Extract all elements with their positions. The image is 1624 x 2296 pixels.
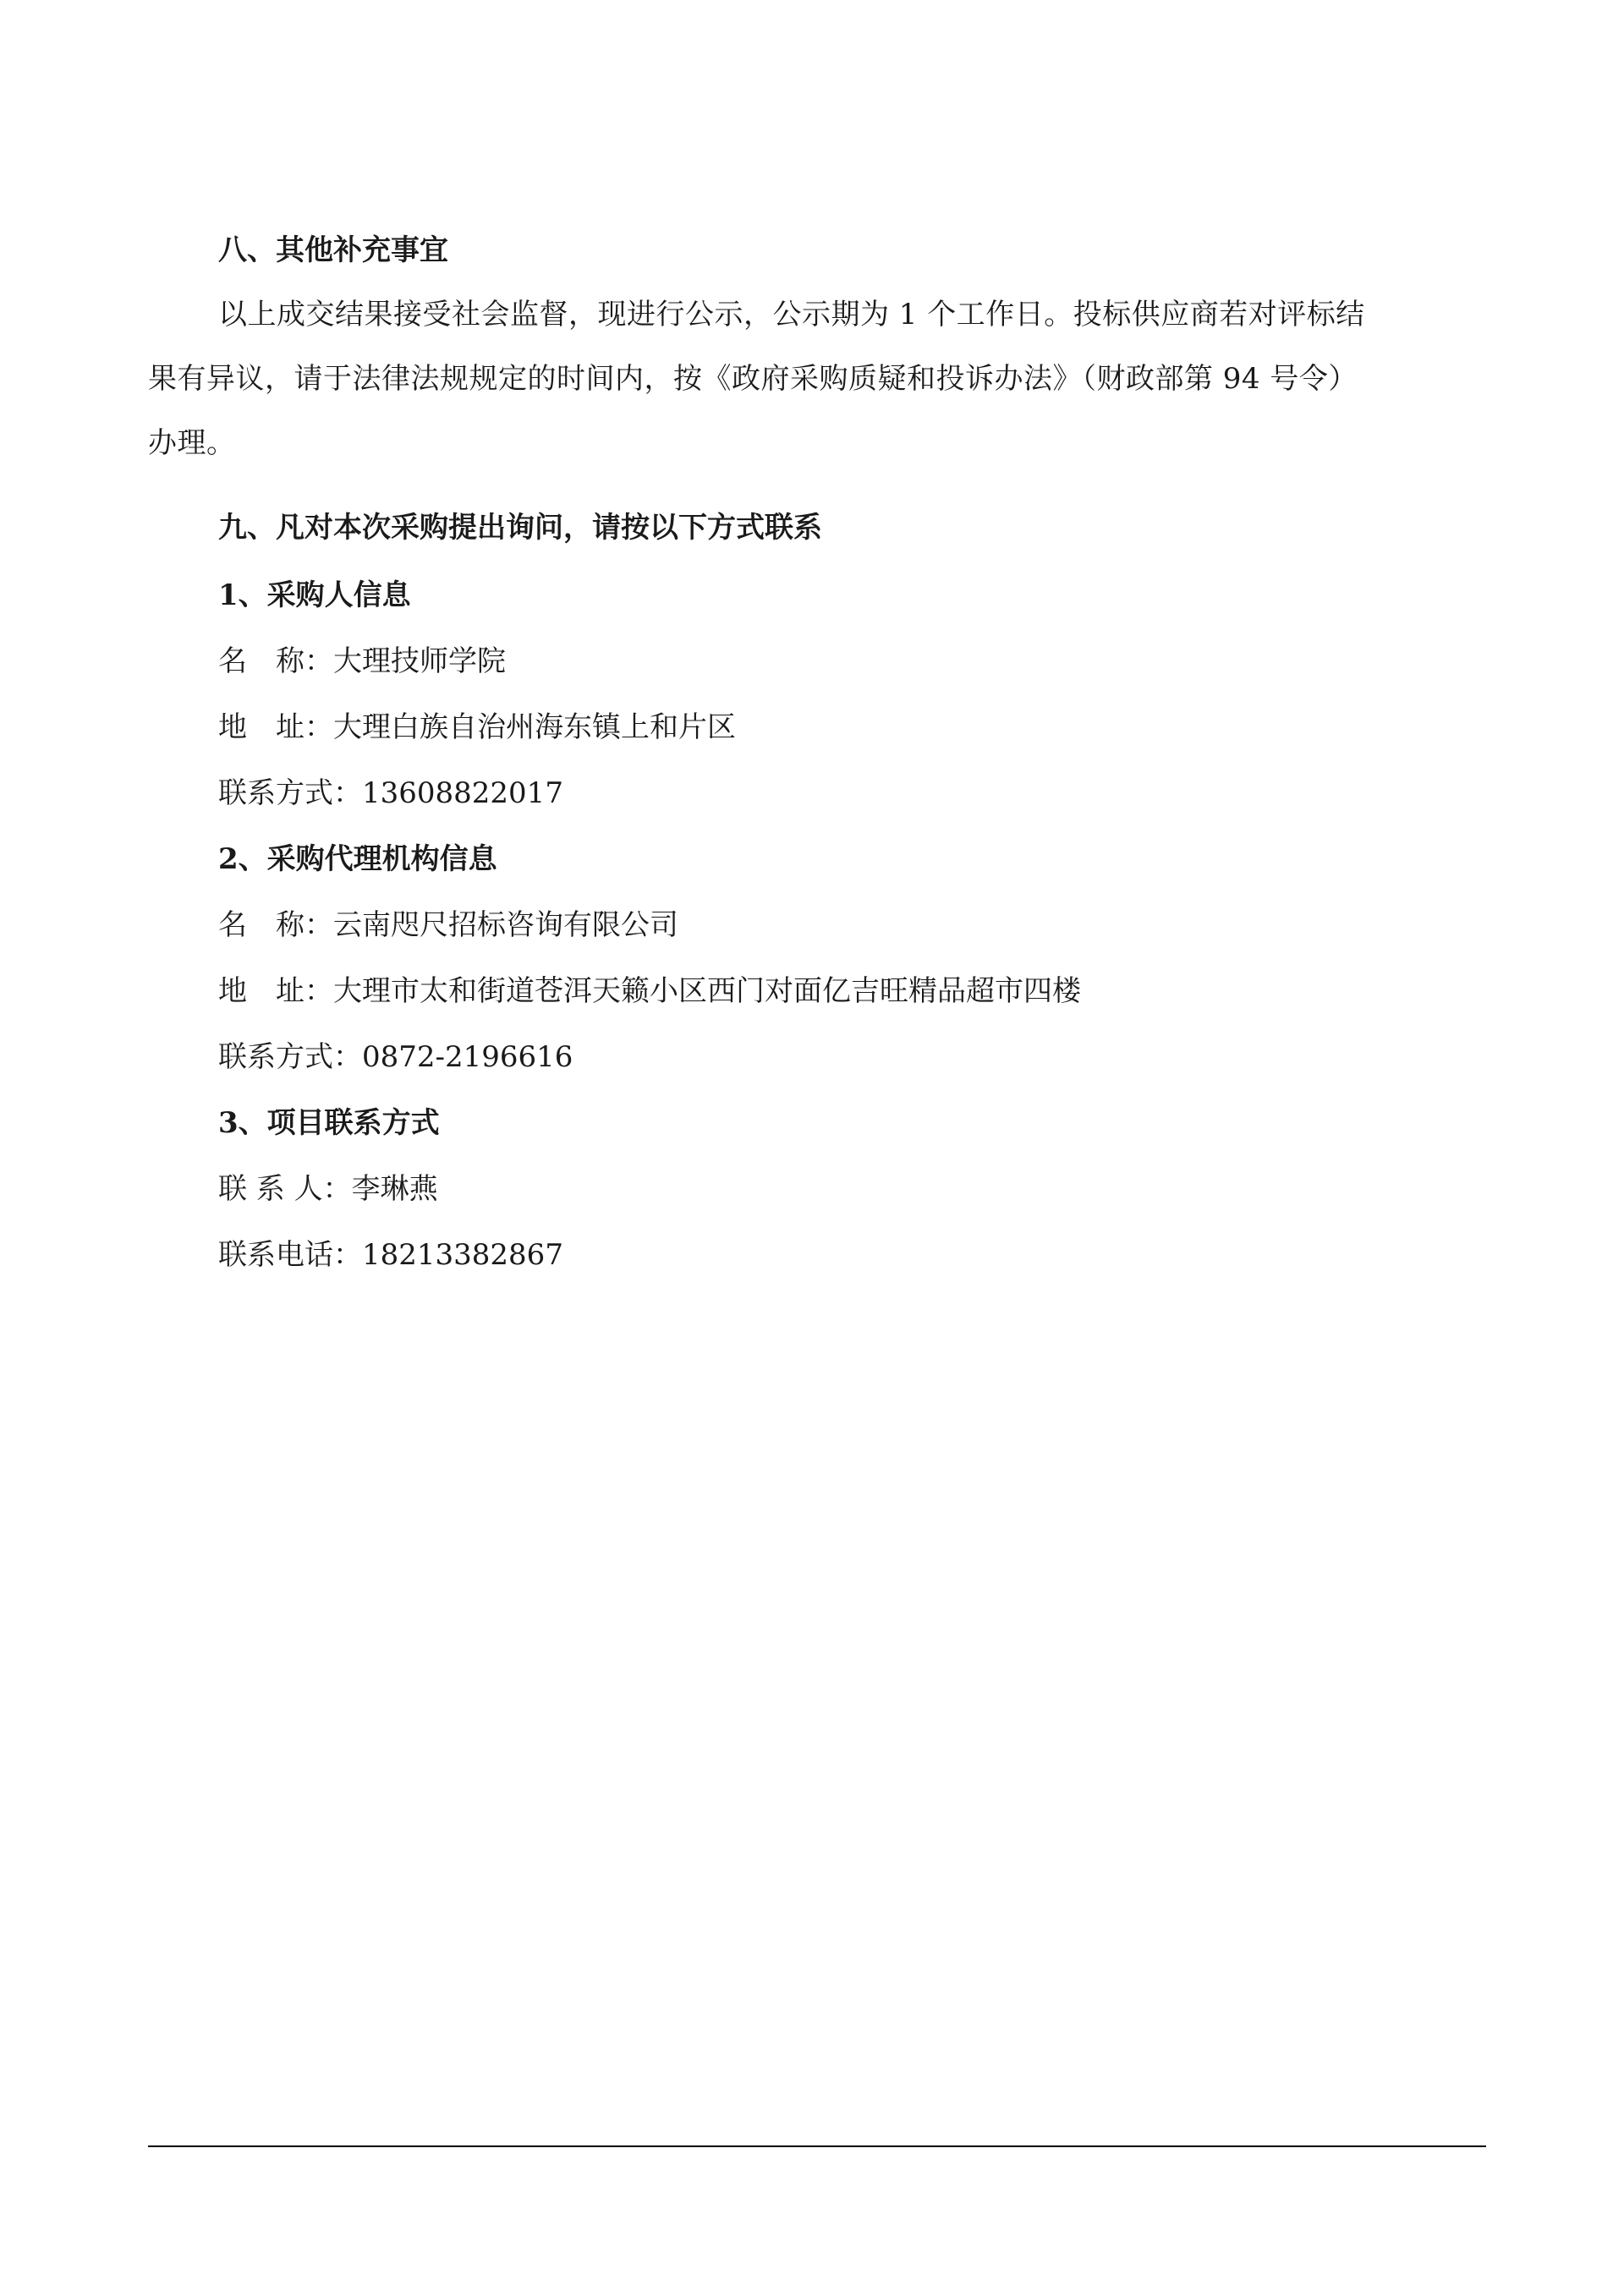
purchaser-name-label: 名 称： — [218, 644, 333, 678]
section-8-heading: 八、其他补充事宜 — [218, 233, 448, 267]
agency-name-value: 云南咫尺招标咨询有限公司 — [333, 908, 678, 942]
project-phone-row — [218, 1238, 563, 1272]
purchaser-name-value: 大理技师学院 — [333, 644, 506, 678]
agency-name-row — [218, 908, 678, 942]
section-8-paragraph-line-2: 果有异议，请于法律法规规定的时间内，按《政府采购质疑和投诉办法》（财政部第 94 号令） — [148, 362, 1358, 396]
project-phone-label: 联系电话： — [218, 1238, 362, 1272]
agency-contact-value: 0872-2196616 — [362, 1040, 573, 1074]
purchaser-contact-value: 13608822017 — [362, 776, 563, 810]
purchaser-address-value: 大理白族自治州海东镇上和片区 — [333, 710, 736, 744]
agency-address-label: 地 址： — [218, 974, 333, 1008]
section-8-paragraph-line-3: 办理。 — [148, 426, 236, 460]
project-phone-value: 18213382867 — [362, 1238, 563, 1272]
purchaser-info-heading: 1、采购人信息 — [218, 578, 411, 612]
agency-address-value: 大理市太和街道苍洱天籁小区西门对面亿吉旺精品超市四楼 — [333, 974, 1081, 1008]
project-contact-heading: 3、项目联系方式 — [218, 1106, 440, 1140]
agency-info-heading: 2、采购代理机构信息 — [218, 842, 497, 876]
project-person-label: 联 系 人： — [218, 1172, 352, 1206]
purchaser-name-row — [218, 644, 506, 678]
purchaser-contact-label: 联系方式： — [218, 776, 362, 810]
agency-contact-label: 联系方式： — [218, 1040, 362, 1074]
project-person-row — [218, 1172, 438, 1206]
project-person-value: 李琳燕 — [351, 1172, 438, 1206]
purchaser-contact-row — [218, 776, 563, 810]
agency-address-row — [218, 974, 1081, 1008]
agency-contact-row — [218, 1040, 573, 1074]
section-8-paragraph-line-1: 以上成交结果接受社会监督，现进行公示，公示期为 1 个工作日。投标供应商若对评标结 — [218, 298, 1365, 332]
section-9-heading: 九、凡对本次采购提出询问，请按以下方式联系 — [218, 511, 822, 545]
footer-divider — [148, 2145, 1486, 2147]
purchaser-address-row — [218, 710, 736, 744]
agency-name-label: 名 称： — [218, 908, 333, 942]
purchaser-address-label: 地 址： — [218, 710, 333, 744]
